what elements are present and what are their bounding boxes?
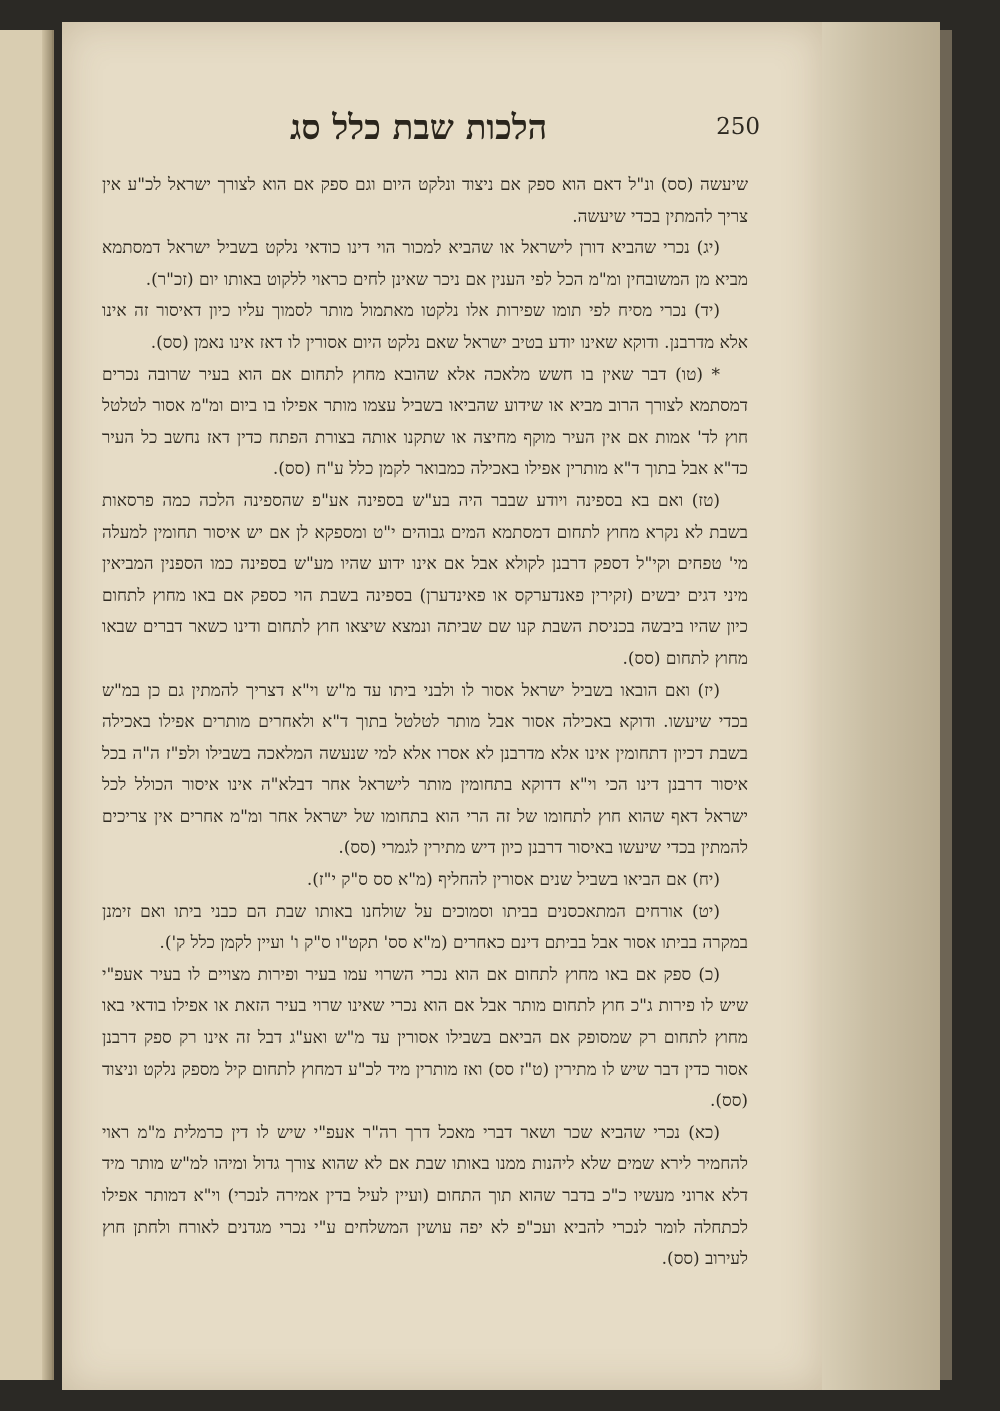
paragraph-18: (יח) אם הביאו בשביל שנים אסורין להחליף (מ"א סס ס"ק י"ז). — [306, 870, 720, 891]
paragraph-13: (יג) נכרי שהביא דורן לישראל או שהביא למכור הוי דינו כודאי נלקט בשביל ישראל דמסתמא מביא מן המשובחין ומ"מ הכל לפי הענין אם ניכר שאינן לחים כראוי ללקוט באותו יום (זכ"ר). — [102, 238, 748, 290]
paragraph-20: (כ) ספק אם באו מחוץ לתחום אם הוא נכרי השרוי עמו בעיר ופירות מצויים לו בעיר אעפ"י שיש לו פירות ג"כ חוץ לתחום מותר אבל אם הוא נכרי שאינו שרוי בעיר הזאת או אפילו בודאי באו מחוץ לתחום רק שמסופק אם הביאם בשבילו אסורין עד מ"ש ואע"ג דבל זה אינו רק ספק דרבנן אסור כדין דבר שיש לו מתירין (ט"ז סס) ואז מותרין מיד לכ"ע דמחוץ לתחום קיל מספק נלקט וניצוד (סס). — [102, 964, 748, 1112]
running-title: הלכות שבת כלל סג — [290, 108, 548, 148]
body-text — [102, 170, 748, 1285]
paragraph-15: * (טו) דבר שאין בו חשש מלאכה אלא שהובא מחוץ לתחום אם הוא בעיר שרובה נכרים דמסתמא לצורך הרוב מביא או שידוע שהביאו בשביל עצמו מותר אפילו בו ביום ומ"מ אסור לטלטל חוץ לד' אמות אם אין העיר מוקף מחיצה או שתקנו אותה בצורת הפתח כדין דאז נחשב כל העיר כד"א אבל בתוך ד"א מותרין אפילו באכילה כמבואר לקמן כלל ע"ח (סס). — [102, 364, 748, 480]
page-number: 250 — [716, 114, 760, 140]
page-header — [260, 108, 760, 158]
paragraph-continuation: שיעשה (סס) ונ"ל דאם הוא ספק אם ניצוד ונלקט היום וגם ספק אם הוא לצורך ישראל לכ"ע אין צריך להמתין בכדי שיעשה. — [102, 175, 748, 227]
paragraph-19: (יט) אורחים המתאכסנים בביתו וסמוכים על שולחנו באותו שבת הם כבני ביתו ואם זימנן במקרה בביתו אסור אבל בביתם דינם כאחרים (מ"א סס' תקט"ו ס"ק ו' ועיין לקמן כלל ק'). — [102, 901, 748, 954]
paragraph-21: (כא) נכרי שהביא שכר ושאר דברי מאכל דרך רה"ר אעפ"י שיש לו דין כרמלית מ"מ ראוי להחמיר לירא שמים שלא ליהנות ממנו באותו שבת אם לא שהוא צורך גדול ומיהו למ"ש מותר מיד דלא ארוני מעשיו כ"כ בדבר שהוא תוך התחום (ועיין לעיל בדין אמירה לנכרי) וי"א דמותר אפילו לכתחלה לומר לנכרי להביא ועכ"פ לא יפה עושין המשלחים ע"י נכרי מגדנים לאורח ולחתן חוץ לעירוב (סס). — [102, 1122, 748, 1270]
page-block-edge — [822, 22, 940, 1390]
paragraph-17: (יז) ואם הובאו בשביל ישראל אסור לו ולבני ביתו עד מ"ש וי"א דצריך להמתין גם כן במ"ש בכדי שיעשו. ודוקא באכילה אסור אבל מותר לטלטל בתוך ד"א ולאחרים מותרים אפילו באכילה בשבת דכיון דתחומין אינו אלא מדרבנן לא אסרו אלא למי שנעשה המלאכה בשבילו ולפ"ז ה"ה בכל איסור דרבנן דינו הכי וי"א דדוקא בתחומין מותר לישראל אחר דבלא"ה אינו איסור הכולל לכל ישראל דאף שהוא חוץ לתחומו של זה הרי הוא בתחומו של ישראל אחר ומ"מ אחרים אין צריכים להמתין בכדי שיעשו באיסור דרבנן כיון דיש מתירין לגמרי (סס). — [102, 680, 748, 859]
paragraph-14: (יד) נכרי מסיח לפי תומו שפירות אלו נלקטו מאתמול מותר לסמוך עליו כיון דאיסור זה אינו אלא מדרבנן. ודוקא שאינו יודע בטיב ישראל שאם נלקט היום אסורין לו דאז אינו נאמן (סס). — [102, 301, 748, 353]
paragraph-16: (טז) ואם בא בספינה ויודע שבבר היה בע"ש בספינה אע"פ שהספינה הלכה כמה פרסאות בשבת לא נקרא מחוץ לתחום דמסתמא המים גבוהים י"ט ומספקא לן אם יש איסור תחומין למעלה מי' טפחים וקי"ל דספק דרבנן לקולא אבל אם אינו ידוע שהיו מע"ש בספינה כמו הספנין המביאין מיני דגים יבשים (זקירין פאנדערקס או פאינדערן) בספינה בשבת הוי כספק אם באו מחוץ לתחום כיון שהיו ביבשה בכניסת השבת קנו שם שביתה ונמצא שיצאו חוץ לתחום ודינו כשאר דברים שבאו מחוץ לתחום (סס). — [102, 490, 748, 669]
facing-page-edge — [0, 30, 54, 1380]
book-cover-edge — [940, 30, 952, 1380]
